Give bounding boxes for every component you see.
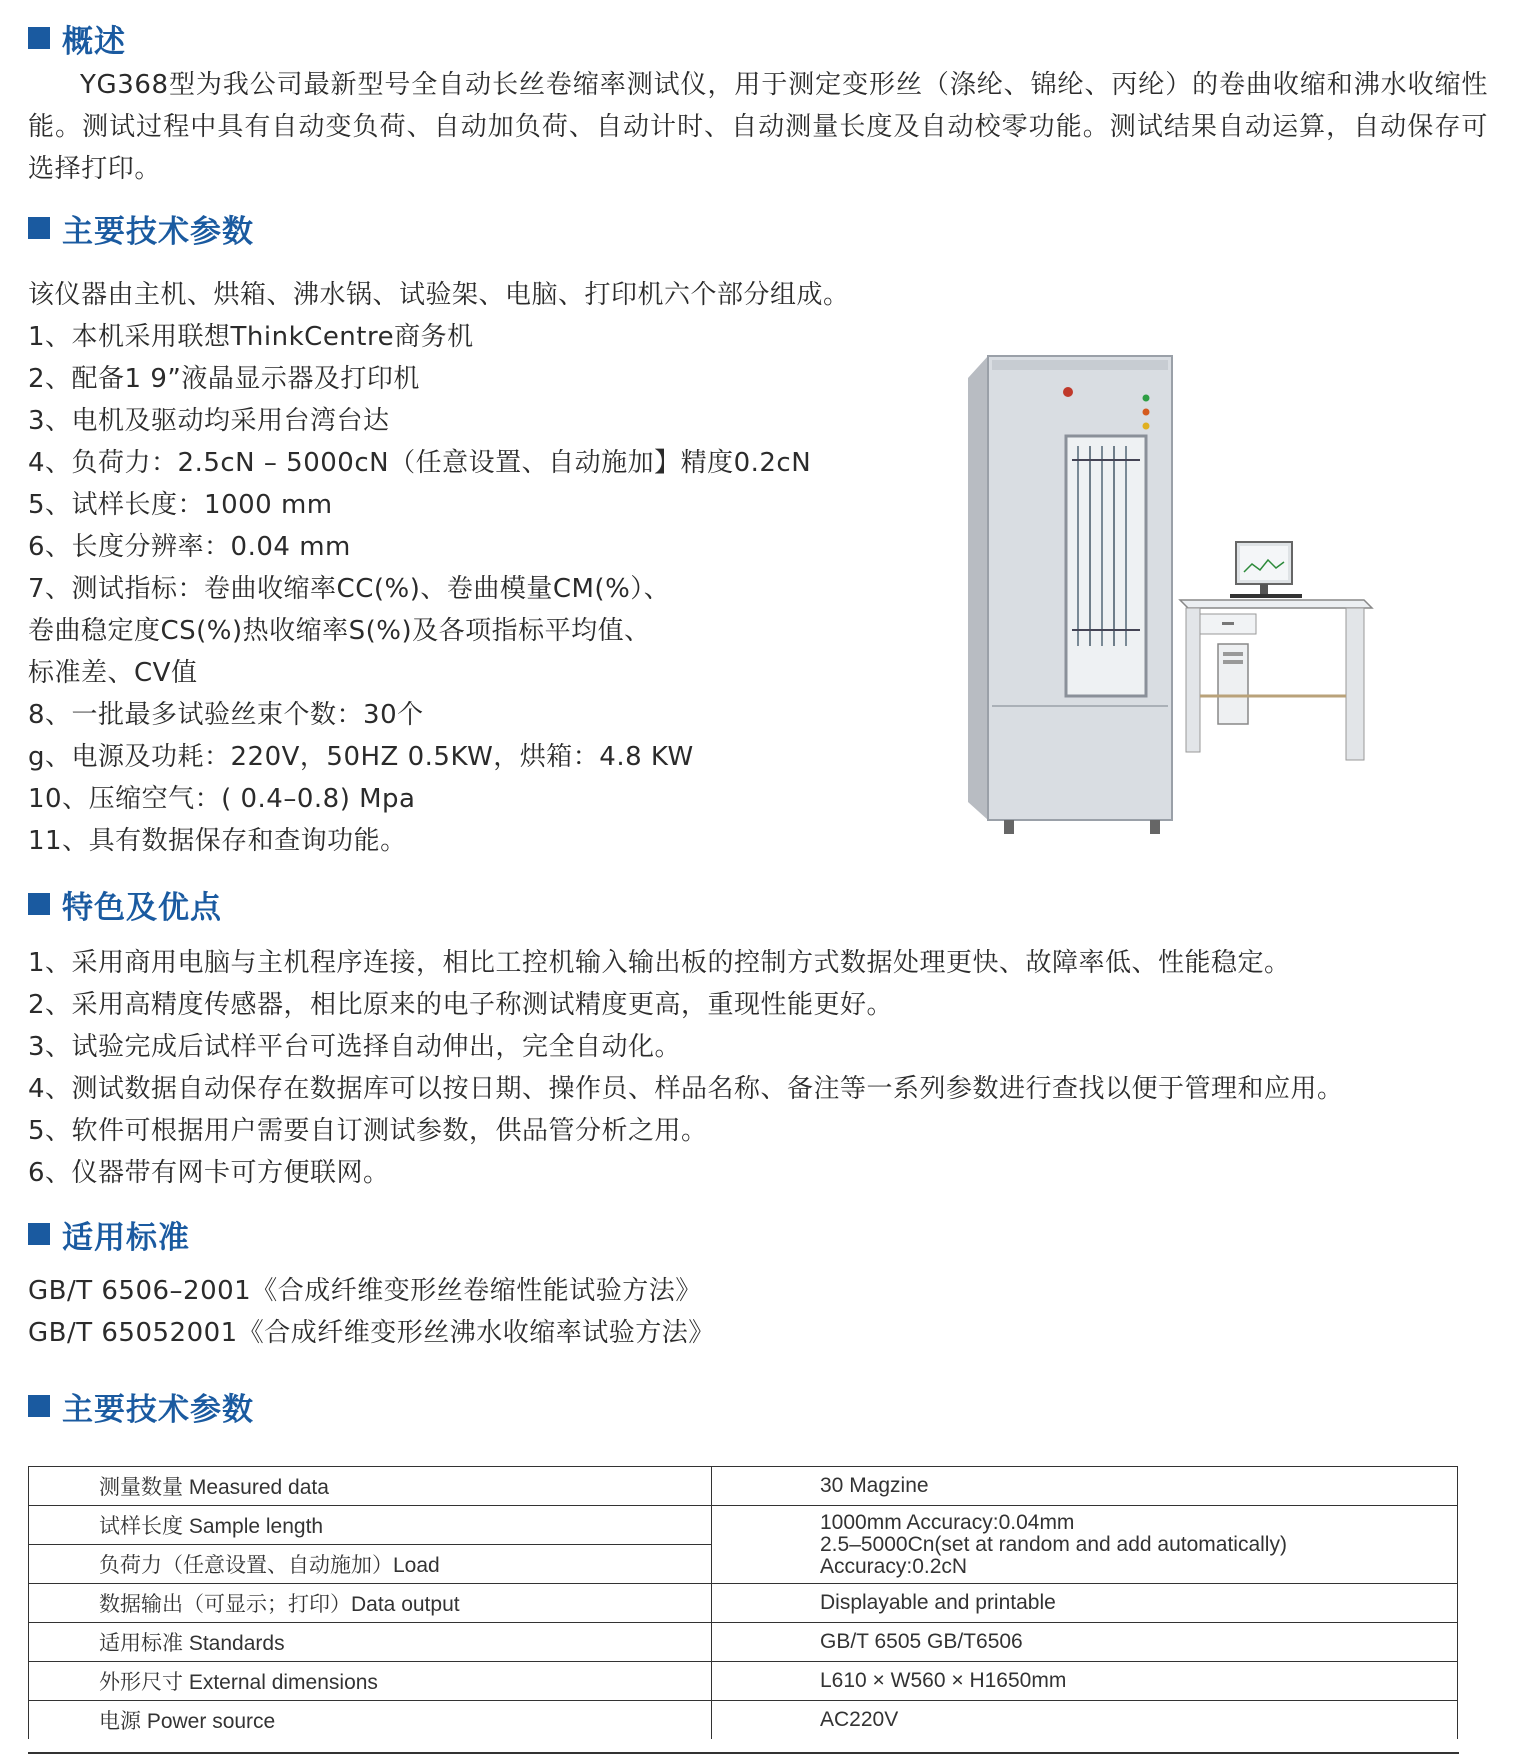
spec-label: 试样长度 Sample length <box>29 1506 712 1545</box>
table-row <box>29 1584 1458 1623</box>
spec-label: 负荷力（任意设置、自动施加）Load <box>29 1545 712 1584</box>
params-item: g、电源及功耗：220V，50HZ 0.5KW，烘箱：4.8 KW <box>28 742 694 772</box>
spec-label: 外形尺寸 External dimensions <box>29 1662 712 1701</box>
spec-label: 适用标准 Standards <box>29 1623 712 1662</box>
params-item: 卷曲稳定度CS(%)热收缩率S(%)及各项指标平均值、 <box>28 616 651 646</box>
table-row <box>29 1701 1458 1740</box>
tester-cabinet <box>968 356 1172 834</box>
params-item: 3、电机及驱动均采用台湾台达 <box>28 406 390 436</box>
table-row <box>29 1623 1458 1662</box>
params-item: 1、本机采用联想ThinkCentre商务机 <box>28 322 474 352</box>
section-title-spec-table: 主要技术参数 <box>28 1386 254 1426</box>
standard-item: GB/T 6506–2001《合成纤维变形丝卷缩性能试验方法》 <box>28 1276 702 1306</box>
params-item: 2、配备1 9”液晶显示器及打印机 <box>28 364 420 394</box>
feature-item: 4、测试数据自动保存在数据库可以按日期、操作员、样品名称、备注等一系列参数进行查找以便于管理和应用。 <box>28 1074 1344 1104</box>
spec-value: GB/T 6505 GB/T6506 <box>712 1623 1458 1662</box>
square-bullet-icon <box>28 217 50 239</box>
spec-value: 30 Magzine <box>712 1467 1458 1506</box>
spec-label: 电源 Power source <box>29 1701 712 1740</box>
params-intro: 该仪器由主机、烘箱、沸水锅、试验架、电脑、打印机六个部分组成。 <box>28 280 850 310</box>
params-item: 10、压缩空气：( 0.4–0.8) Mpa <box>28 784 416 814</box>
spec-table <box>28 1466 1458 1739</box>
params-item: 6、长度分辨率：0.04 mm <box>28 532 351 562</box>
spec-label: 数据输出（可显示；打印）Data output <box>29 1584 712 1623</box>
feature-item: 3、试验完成后试样平台可选择自动伸出，完全自动化。 <box>28 1032 682 1062</box>
square-bullet-icon <box>28 1395 50 1417</box>
params-item: 7、测试指标：卷曲收缩率CC(%)、卷曲模量CM(%）、 <box>28 574 671 604</box>
section-title-params: 主要技术参数 <box>28 208 254 248</box>
spec-value: L610 × W560 × H1650mm <box>712 1662 1458 1701</box>
feature-item: 2、采用高精度传感器，相比原来的电子称测试精度更高，重现性能更好。 <box>28 990 894 1020</box>
emergency-stop-icon <box>1063 387 1073 397</box>
table-row <box>29 1662 1458 1701</box>
section-title-standards: 适用标准 <box>28 1214 190 1254</box>
square-bullet-icon <box>28 27 50 49</box>
spec-label: 测量数量 Measured data <box>29 1467 712 1506</box>
spec-value: AC220V <box>712 1701 1458 1740</box>
spec-value-merged: 1000mm Accuracy:0.04mm 2.5–5000Cn(set at random and add automatically) Accuracy:0.2cN <box>712 1506 1458 1584</box>
section-title-features: 特色及优点 <box>28 884 222 924</box>
section-title-overview: 概述 <box>28 18 126 58</box>
table-row <box>29 1467 1458 1506</box>
overview-paragraph: YG368型为我公司最新型号全自动长丝卷缩率测试仪，用于测定变形丝（涤纶、锦纶、丙纶）的卷曲收缩和沸水收缩性能。测试过程中具有自动变负荷、自动加负荷、自动计时、自动测量长度及自动校零功能。测试结果自动运算，自动保存可选择打印。 <box>28 70 1488 184</box>
params-item: 标准差、CV值 <box>28 658 198 688</box>
square-bullet-icon <box>28 893 50 915</box>
product-image <box>960 350 1440 850</box>
params-item: 11、具有数据保存和查询功能。 <box>28 826 407 856</box>
spec-value: Displayable and printable <box>712 1584 1458 1623</box>
square-bullet-icon <box>28 1223 50 1245</box>
feature-item: 5、软件可根据用户需要自订测试参数，供品管分析之用。 <box>28 1116 708 1146</box>
feature-item: 6、仪器带有网卡可方便联网。 <box>28 1158 390 1188</box>
table-bottom-rule <box>28 1752 1459 1754</box>
params-item: 5、试样长度：1000 mm <box>28 490 333 520</box>
feature-item: 1、采用商用电脑与主机程序连接，相比工控机输入输出板的控制方式数据处理更快、故障率低、性能稳定。 <box>28 948 1291 978</box>
keyboard-icon <box>1230 594 1302 598</box>
table-row <box>29 1506 1458 1545</box>
standard-item: GB/T 65052001《合成纤维变形丝沸水收缩率试验方法》 <box>28 1318 715 1348</box>
params-item: 4、负荷力：2.5cN – 5000cN（任意设置、自动施加】精度0.2cN <box>28 448 812 478</box>
computer-desk <box>1180 542 1372 760</box>
params-item: 8、一批最多试验丝束个数：30个 <box>28 700 424 730</box>
